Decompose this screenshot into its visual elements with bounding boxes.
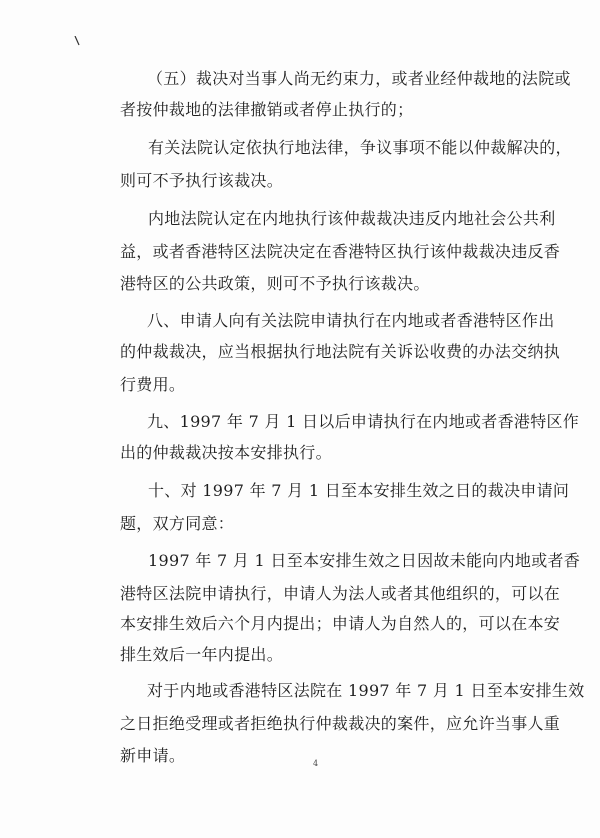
- paragraph-6-line-1: 十、对 1997 年 7 月 1 日至本安排生效之日的裁决申请问: [148, 481, 570, 500]
- paragraph-1-line-2: 者按仲裁地的法律撤销或者停止执行的；: [120, 100, 414, 119]
- paragraph-4-line-1: 八、申请人向有关法院申请执行在内地或者香港特区作出: [147, 311, 555, 330]
- paragraph-3-line-1: 内地法院认定在内地执行该仲裁裁决违反内地社会公共利: [148, 209, 556, 228]
- paragraph-8-line-3: 新申请。: [120, 746, 186, 765]
- paragraph-7-line-2: 港特区法院申请执行，申请人为法人或者其他组织的，可以在: [120, 584, 561, 603]
- paragraph-7-line-1: 1997 年 7 月 1 日至本安排生效之日因故未能向内地或者香: [148, 551, 581, 570]
- paragraph-2-line-1: 有关法院认定依执行地法律，争议事项不能以仲裁解决的，: [148, 138, 572, 157]
- paragraph-8-line-2: 之日拒绝受理或者拒绝执行仲裁裁决的案件，应允许当事人重: [120, 714, 561, 733]
- paragraph-7-line-3: 本安排生效后六个月内提出；申请人为自然人的，可以在本安: [120, 614, 561, 633]
- scan-artifact-mark: [74, 36, 80, 46]
- paragraph-8-line-1: 对于内地或香港特区法院在 1997 年 7 月 1 日至本安排生效: [147, 681, 585, 700]
- paragraph-7-line-4: 排生效后一年内提出。: [120, 645, 284, 664]
- paragraph-6-line-2: 题，双方同意：: [120, 514, 235, 533]
- paragraph-5-line-2: 出的仲裁裁决按本安排执行。: [120, 443, 332, 462]
- page-number: 4: [313, 759, 319, 768]
- paragraph-1-line-1: （五）裁决对当事人尚无约束力，或者业经仲裁地的法院或: [147, 69, 571, 88]
- paragraph-4-line-3: 行费用。: [120, 375, 186, 394]
- paragraph-4-line-2: 的仲裁裁决，应当根据执行地法院有关诉讼收费的办法交纳执: [120, 342, 561, 361]
- paragraph-3-line-3: 港特区的公共政策，则可不予执行该裁决。: [120, 274, 430, 293]
- paragraph-3-line-2: 益，或者香港特区法院决定在香港特区执行该仲裁裁决违反香: [120, 242, 561, 261]
- paragraph-2-line-2: 则可不予执行该裁决。: [120, 171, 284, 190]
- paragraph-5-line-1: 九、1997 年 7 月 1 日以后申请执行在内地或者香港特区作: [147, 412, 580, 431]
